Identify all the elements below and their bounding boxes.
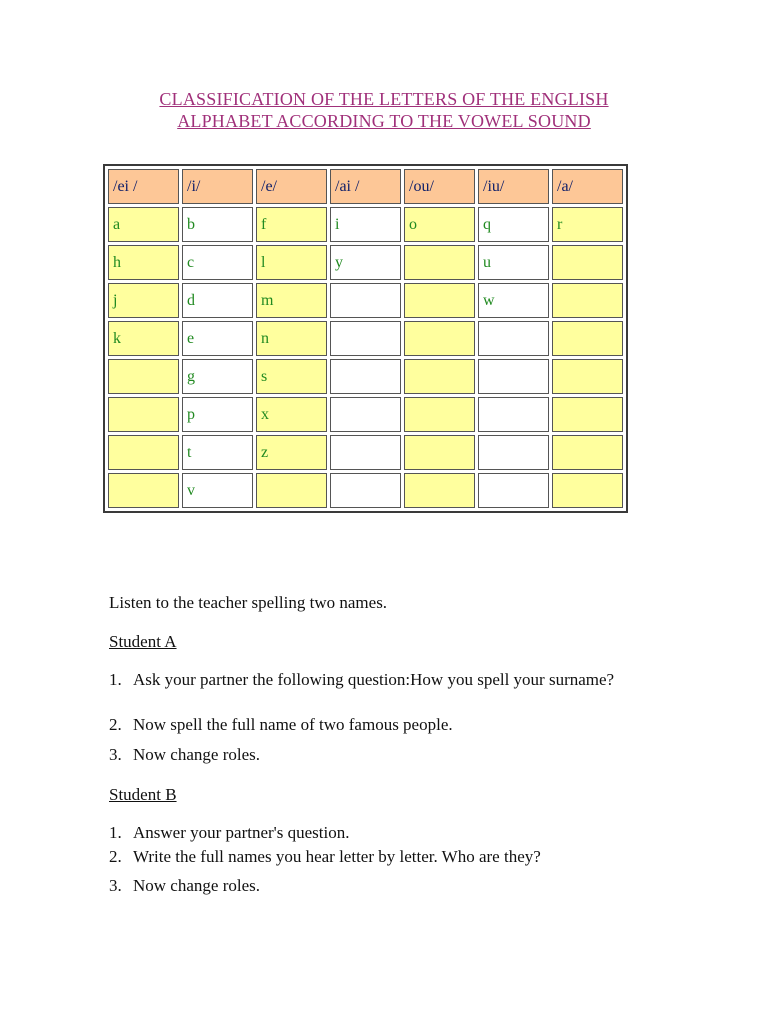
letter-cell: g <box>182 359 253 394</box>
letter-cell: p <box>182 397 253 432</box>
table-row <box>108 207 623 242</box>
letter-cell: j <box>108 283 179 318</box>
letter-cell <box>478 397 549 432</box>
letter-cell <box>330 397 401 432</box>
column-header: /ou/ <box>404 169 475 204</box>
table-row <box>108 435 623 470</box>
letter-cell: x <box>256 397 327 432</box>
letter-cell <box>552 283 623 318</box>
letter-cell <box>404 435 475 470</box>
letter-cell <box>330 321 401 356</box>
letter-cell: i <box>330 207 401 242</box>
letter-cell <box>478 321 549 356</box>
letter-cell: q <box>478 207 549 242</box>
letter-cell: n <box>256 321 327 356</box>
student-a-item-1 <box>109 669 659 690</box>
item-text: Answer your partner's question. <box>133 823 350 842</box>
letter-cell <box>330 283 401 318</box>
student-b-item-1 <box>109 822 659 843</box>
letter-cell: m <box>256 283 327 318</box>
letter-cell: s <box>256 359 327 394</box>
letter-cell <box>478 435 549 470</box>
letter-cell: l <box>256 245 327 280</box>
letter-cell <box>552 321 623 356</box>
letter-cell <box>404 245 475 280</box>
column-header: /e/ <box>256 169 327 204</box>
letter-cell <box>478 473 549 508</box>
item-text: Now change roles. <box>133 876 260 895</box>
student-a-heading: Student A <box>109 632 177 651</box>
item-text: Ask your partner the following question:How you spell your surname? <box>133 670 615 689</box>
table-row <box>108 245 623 280</box>
letter-cell <box>108 435 179 470</box>
letter-cell <box>404 397 475 432</box>
column-header: /ai / <box>330 169 401 204</box>
item-number: 3. <box>109 745 122 764</box>
letter-cell: e <box>182 321 253 356</box>
letter-cell <box>478 359 549 394</box>
letter-cell: w <box>478 283 549 318</box>
letter-cell <box>330 473 401 508</box>
vowel-sound-table <box>103 164 628 513</box>
letter-cell: f <box>256 207 327 242</box>
student-a-item-2 <box>109 714 659 735</box>
letter-cell: t <box>182 435 253 470</box>
letter-cell: y <box>330 245 401 280</box>
letter-cell <box>552 359 623 394</box>
letter-cell <box>404 359 475 394</box>
letter-cell: v <box>182 473 253 508</box>
letter-cell <box>404 473 475 508</box>
item-text: Now change roles. <box>133 745 260 764</box>
letter-cell <box>108 397 179 432</box>
letter-cell <box>108 359 179 394</box>
letter-cell <box>404 321 475 356</box>
letter-cell: a <box>108 207 179 242</box>
student-b-item-3 <box>109 875 659 896</box>
letter-cell <box>404 283 475 318</box>
item-text: Write the full names you hear letter by letter. Who are they? <box>133 847 541 866</box>
item-number: 2. <box>109 847 122 866</box>
item-text: Now spell the full name of two famous people. <box>133 715 453 734</box>
column-header: /a/ <box>552 169 623 204</box>
letter-cell: c <box>182 245 253 280</box>
intro-text: Listen to the teacher spelling two names. <box>109 593 388 612</box>
letter-cell: b <box>182 207 253 242</box>
title-line-2: ALPHABET ACCORDING TO THE VOWEL SOUND <box>177 111 591 131</box>
letter-cell <box>330 435 401 470</box>
letter-cell <box>552 435 623 470</box>
letter-cell <box>256 473 327 508</box>
table-row <box>108 473 623 508</box>
table-header-row <box>108 169 623 204</box>
item-number: 1. <box>109 823 122 842</box>
letter-cell: k <box>108 321 179 356</box>
column-header: /iu/ <box>478 169 549 204</box>
student-b-heading: Student B <box>109 785 177 804</box>
letter-cell <box>330 359 401 394</box>
column-header: /ei / <box>108 169 179 204</box>
letter-cell <box>552 473 623 508</box>
letter-cell: o <box>404 207 475 242</box>
letter-cell: u <box>478 245 549 280</box>
letter-cell <box>108 473 179 508</box>
student-a-item-3 <box>109 744 659 765</box>
page-title <box>0 88 768 132</box>
letter-cell: z <box>256 435 327 470</box>
table-row <box>108 321 623 356</box>
table-row <box>108 397 623 432</box>
column-header: /i/ <box>182 169 253 204</box>
item-number: 1. <box>109 670 122 689</box>
item-number: 2. <box>109 715 122 734</box>
student-b-item-2 <box>109 846 659 867</box>
letter-cell <box>552 397 623 432</box>
table-row <box>108 359 623 394</box>
item-number: 3. <box>109 876 122 895</box>
title-line-1: CLASSIFICATION OF THE LETTERS OF THE ENGLISH <box>159 89 609 109</box>
letter-cell <box>552 245 623 280</box>
letter-cell: h <box>108 245 179 280</box>
table-row <box>108 283 623 318</box>
letter-cell: r <box>552 207 623 242</box>
letter-cell: d <box>182 283 253 318</box>
